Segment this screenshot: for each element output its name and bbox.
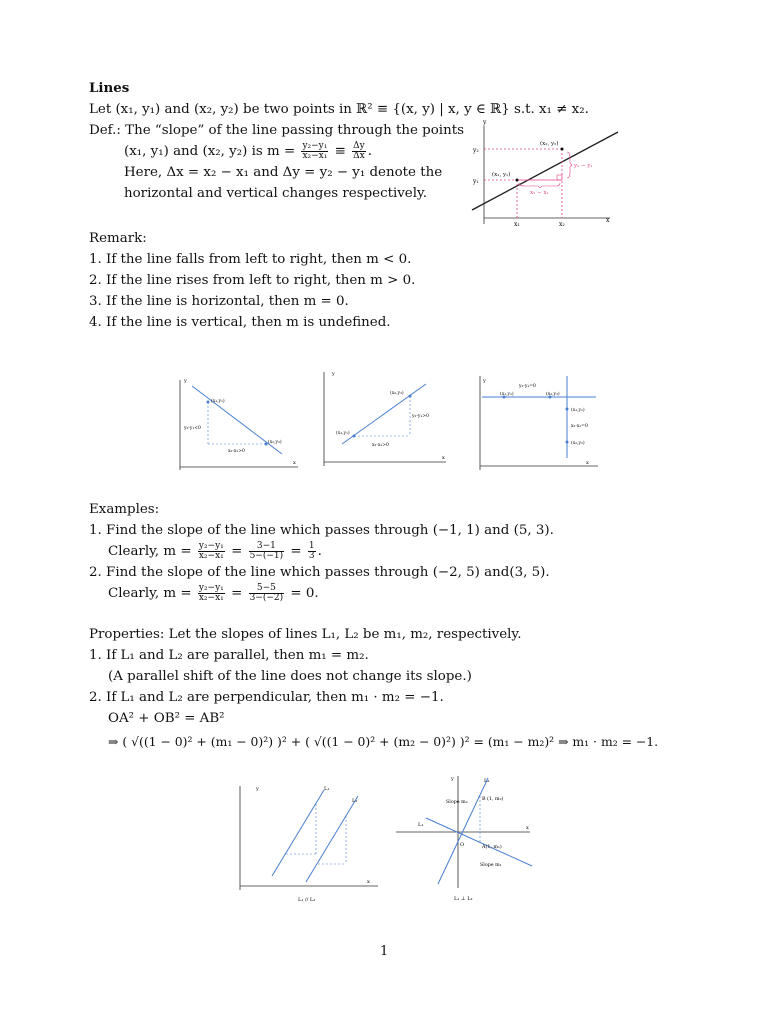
v-point-1 [566, 408, 569, 411]
here-line: Here, Δx = x₂ − x₁ and Δy = y₂ − y₁ denote the [124, 165, 443, 180]
L1-label: L₁ [324, 786, 330, 792]
A-label: A(1, m₁) [482, 845, 502, 850]
B-label: B (1, m₂) [482, 797, 504, 802]
dy-brace [567, 152, 572, 178]
fraction-numerator: 1 [308, 541, 315, 551]
fraction-numerator: y₂−y₁ [198, 541, 224, 551]
fraction-numerator: y₂−y₁ [198, 583, 224, 593]
definition-formula [124, 142, 372, 161]
fraction-denominator: 5−(−1) [249, 551, 284, 561]
intro-line: Let (x₁, y₁) and (x₂, y₂) be two points in ℝ² ≡ {(x, y) | x, y ∈ ℝ} s.t. x₁ ≠ x₂. [89, 102, 589, 117]
x-axis-label: x [293, 460, 296, 466]
point-1-label: (x₁, y₁) [492, 172, 511, 178]
example-1: 1. Find the slope of the line which passes through (−1, 1) and (5, 3). [89, 523, 554, 538]
x-axis-label: x [586, 460, 589, 466]
x-axis-label: x [442, 455, 445, 461]
O-label: O [460, 842, 465, 848]
dy-label: y₂ − y₁ [574, 163, 593, 169]
y-axis-label: y [184, 378, 187, 384]
v-p2-label: (x₂,y₂) [571, 441, 585, 446]
line-L1 [426, 818, 532, 866]
x-axis-label: x [606, 217, 610, 224]
point-2 [409, 395, 412, 398]
definition-formula-prefix: (x₁, y₁) and (x₂, y₂) is m = [124, 144, 296, 159]
fraction-denominator: Δx [353, 151, 365, 161]
delta-fraction [352, 142, 366, 161]
h-p1-label: (x₁,y₁) [500, 392, 514, 397]
remark-item: 4. If the line is vertical, then m is undefined. [89, 315, 391, 330]
remark-title: Remark: [89, 231, 147, 246]
pythagorean-equation: OA² + OB² = AB² [108, 711, 225, 726]
slope-m1-label: Slope m₁ [480, 863, 502, 868]
example-2-solution [108, 584, 319, 603]
y-axis-label: y [451, 776, 454, 782]
parallel-caption: L₁ // L₂ [298, 897, 316, 903]
dx-label: x₂ − x₁ [530, 190, 549, 196]
y-axis-label: y [483, 378, 486, 384]
dx-brace [519, 183, 560, 188]
section-title: Lines [89, 80, 130, 96]
dy-label: y₂-y₁>0 [412, 414, 429, 419]
y-axis-label: y [256, 786, 259, 792]
remark-item: 3. If the line is horizontal, then m = 0. [89, 294, 349, 309]
slope-fraction [198, 584, 225, 603]
dx-label: x₂-x₁>0 [228, 449, 245, 454]
dy-label: y₂-y₁<0 [184, 426, 201, 431]
p1-label: (x₁,y₁) [211, 399, 225, 404]
p1-label: (x₁,y₁) [336, 431, 350, 436]
line-L2 [306, 796, 358, 882]
fraction-denominator: 3 [308, 551, 315, 561]
perpendicular-derivation: ⇒ ( √((1 − 0)² + (m₁ − 0)²) )² + ( √((1 − 0)² + (m₂ − 0)²) )² = (m₁ − m₂)² ⇒ m₁ · m₂ = −1. [108, 734, 659, 749]
line-L2 [438, 778, 488, 884]
dx-label: x₂-x₁>0 [372, 443, 389, 448]
property-1: 1. If L₁ and L₂ are parallel, then m₁ = m₂. [89, 648, 369, 663]
point-2 [561, 148, 564, 151]
v-point-2 [566, 441, 569, 444]
fraction-numerator: y₂−y₁ [302, 141, 328, 151]
L2-label: L₂ [352, 798, 358, 804]
value-fraction [249, 584, 285, 603]
point-1 [516, 179, 519, 182]
fraction-denominator: x₂−x₁ [302, 151, 328, 161]
negative-slope-figure [172, 372, 302, 472]
p2-label: (x₂,y₂) [390, 391, 404, 396]
x2-label: x₂ [559, 221, 565, 228]
point-2-label: (x₂, y₂) [540, 141, 559, 147]
dx-zero-label: x₂-x₁=0 [571, 424, 588, 429]
definition-line: Def.: The “slope” of the line passing through the points [89, 123, 464, 138]
property-2: 2. If L₁ and L₂ are perpendicular, then m₁ · m₂ = −1. [89, 690, 444, 705]
point-1 [207, 401, 210, 404]
solution-prefix: Clearly, m = [108, 586, 192, 601]
result-fraction [308, 542, 316, 561]
slope-fraction [198, 542, 225, 561]
slope-fraction [301, 142, 328, 161]
fraction-numerator: 5−5 [249, 584, 285, 594]
example-1-solution: Clearly, m = $\frac{\text{y₂−y₁}}{\text{x₂−x₁}}$ = $\frac{3-1}{5-(-1)}$ = $\frac{1}{3}$ . [108, 541, 322, 561]
v-p1-label: (x₁,y₁) [571, 408, 585, 413]
x1-label: x₁ [514, 221, 520, 228]
page-number: 1 [380, 944, 389, 959]
fraction-numerator: 3−1 [249, 542, 285, 552]
equals-sign: = [290, 544, 302, 559]
here-line-2: horizontal and vertical changes respectively. [124, 186, 428, 201]
remark-item: 2. If the line rises from left to right, then m > 0. [89, 273, 416, 288]
examples-title: Examples: [89, 502, 160, 517]
horizontal-vertical-figure [474, 372, 604, 472]
L1-label: L₁ [418, 822, 424, 828]
perpendicular-caption: L₁ ⊥ L₂ [454, 896, 473, 902]
positive-slope-figure [318, 368, 450, 468]
fraction-denominator: x₂−x₁ [198, 551, 224, 561]
properties-title: Properties: Let the slopes of lines L₁, L₂ be m₁, m₂, respectively. [89, 627, 522, 642]
y-axis-label: y [483, 119, 487, 126]
value-fraction [249, 542, 285, 561]
y-axis-label: y [332, 371, 335, 377]
x-axis-label: x [526, 825, 529, 831]
slope-m2-label: Slope m₂ [446, 800, 468, 805]
perpendicular-lines-figure [396, 772, 546, 904]
point-1 [353, 435, 356, 438]
fraction-numerator: Δy [353, 141, 365, 151]
L2-label: L₂ [484, 778, 490, 784]
example-2: 2. Find the slope of the line which passes through (−2, 5) and(3, 5). [89, 565, 550, 580]
equals-sign: = [231, 586, 243, 601]
equals-sign: = [231, 544, 243, 559]
property-1-note: (A parallel shift of the line does not change its slope.) [108, 669, 472, 684]
fraction-denominator: x₂−x₁ [198, 593, 224, 603]
y1-label: y₁ [473, 178, 479, 185]
remark-item: 1. If the line falls from left to right, then m < 0. [89, 252, 412, 267]
fraction-denominator: 3−(−2) [249, 593, 284, 603]
equiv-sign: ≡ [334, 144, 346, 159]
h-p2-label: (x₂,y₂) [546, 392, 560, 397]
x-axis-label: x [367, 879, 370, 885]
result: = 0. [290, 586, 319, 601]
right-angle-mark [557, 175, 562, 180]
y2-label: y₂ [473, 147, 479, 154]
dy-zero-label: y₂-y₁=0 [519, 384, 536, 389]
solution-prefix: Clearly, m = [108, 544, 192, 559]
slope-diagram [470, 116, 620, 236]
period: . [367, 144, 372, 159]
parallel-lines-figure [236, 780, 386, 904]
p2-label: (x₂,y₂) [268, 440, 282, 445]
